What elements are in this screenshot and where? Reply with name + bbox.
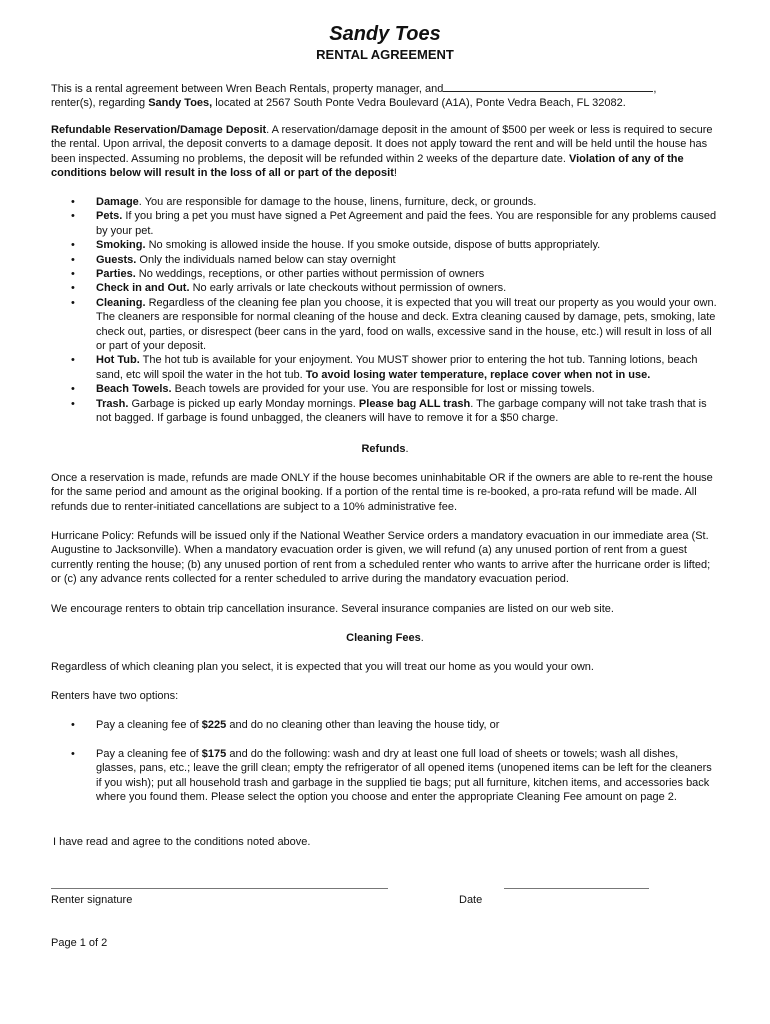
intro-text: This is a rental agreement between Wren Beach Rentals, property manager, and <box>51 83 444 95</box>
bullet-icon: • <box>71 354 75 367</box>
bullet-icon: • <box>71 282 75 295</box>
cleaning-intro-paragraph: Regardless of which cleaning plan you select, it is expected that you will treat our home as you would your own. <box>51 661 594 673</box>
cleaning-options-list <box>51 718 719 732</box>
date-line[interactable] <box>504 888 649 889</box>
deposit-paragraph: Refundable Reservation/Damage Deposit. A reservation/damage deposit in the amount of $500 per week or less is required to secure the rental. Upon arrival, the deposit converts to a damage deposit. It does not apply toward the rent and will be held until the house has been inspected. Assuming no problems, the deposit will be refunded within 2 weeks of the departure date. Violation of any of the conditions below will result in the loss of all or part of the deposit! <box>51 124 713 180</box>
renter-signature-label: Renter signature <box>51 894 133 906</box>
refunds-paragraph: Once a reservation is made, refunds are made ONLY if the house becomes uninhabitable OR if the owners are able to re-rent the house for the same period and amount as the original booking. If a portion of the rental time is re-booked, a pro-rata refund will be made. All refunds due to renter-initiated cancellations are subject to a 10% administrative fee. <box>51 472 713 513</box>
insurance-paragraph: We encourage renters to obtain trip cancellation insurance. Several insurance companies are listed on our web site. <box>51 603 614 615</box>
bullet-icon: • <box>71 210 75 223</box>
list-item: • Cleaning. Regardless of the cleaning fee plan you choose, it is expected that you will treat our property as you would your own. The cleaners are responsible for normal cleaning of the house and deck. Extra cleaning caused by damage, pets, smoking, late check out, parties, or disrespect (beer cans in the yard, food on walls, excessive sand in the house, etc.) will result in loss of all or part of your deposit. <box>71 296 717 353</box>
list-item: • Check in and Out. No early arrivals or late checkouts without permission of owners. <box>71 282 507 295</box>
bullet-icon: • <box>71 268 75 281</box>
property-name: Sandy Toes, <box>148 97 213 110</box>
bullet-icon: • <box>71 719 75 731</box>
cleaning-fees-heading: Cleaning Fees. <box>346 632 424 644</box>
manager-name-blank[interactable] <box>443 80 653 92</box>
list-item: • Parties. No weddings, receptions, or other parties without permission of owners <box>71 268 485 281</box>
agreement-statement: I have read and agree to the conditions noted above. <box>53 836 311 848</box>
hurricane-policy-paragraph: Hurricane Policy: Refunds will be issued only if the National Weather Service orders a mandatory evacuation in our immediate area (St. Augustine to Jacksonville). When a mandatory evacuation order is given, we will refund (a) any unused portion of rent from a guest currently renting the house; (b) any unused portion of rent from a scheduled renter who wants to arrive after the hurricane order is lifted; or (c) any advance rents collected for a renter scheduled to arrive during the mandatory evacuation period. <box>51 530 711 586</box>
document-title: Sandy Toes <box>329 23 441 45</box>
bullet-icon: • <box>71 397 75 410</box>
cleaning-option-1: • Pay a cleaning fee of $225 and do no cleaning other than leaving the house tidy, or <box>71 719 500 731</box>
cleaning-option-2: • Pay a cleaning fee of $175 and do the following: wash and dry at least one full load of sheets or towels; wash all dishes, glasses, pans, etc.; leave the grill clean; empty the refrigerator of all opened items (unopened items can be left for the cleaners if you wish); put all household trash and garbage in the supplied tie bags; put all furniture, kitchen items, and accessories back where you found them. Please select the option you choose and enter the appropriate Cleaning Fee amount on page 2. <box>71 748 712 804</box>
list-item: • Trash. Garbage is picked up early Monday mornings. Please bag ALL trash. The garbage company will not take trash that is not bagged. If garbage is found unbagged, the cleaners will have to remove it for a $50 charge. <box>71 397 707 425</box>
list-item: • Pets. If you bring a pet you must have signed a Pet Agreement and paid the fees. You are responsible for any problems caused by your pet. <box>71 210 717 237</box>
refunds-heading: Refunds. <box>361 443 409 455</box>
list-item: • Beach Towels. Beach towels are provided for your use. You are responsible for lost or missing towels. <box>71 383 595 396</box>
deposit-heading: Refundable Reservation/Damage Deposit <box>51 124 267 136</box>
cleaning-options-list-2 <box>51 747 719 805</box>
bullet-icon: • <box>71 196 75 208</box>
page-number: Page 1 of 2 <box>51 937 108 949</box>
renter-signature-line[interactable] <box>51 888 388 889</box>
list-item: • Guests. Only the individuals named below can stay overnight <box>71 253 396 266</box>
list-item: • Hot Tub. The hot tub is available for your enjoyment. You MUST shower prior to entering the hot tub. Tanning lotions, beach sand, etc will spoil the water in the hot tub. To avoid losing water temperature, replace cover when not in use. <box>71 354 698 381</box>
list-item: • Damage. You are responsible for damage to the house, linens, furniture, deck, or grounds. <box>71 196 537 208</box>
bullet-icon: • <box>71 253 75 266</box>
bullet-icon: • <box>71 748 75 760</box>
list-item: • Smoking. No smoking is allowed inside the house. If you smoke outside, dispose of butts appropriately. <box>71 239 601 252</box>
date-label: Date <box>459 894 483 906</box>
document-subtitle: RENTAL AGREEMENT <box>316 47 454 62</box>
conditions-list <box>51 195 719 426</box>
bullet-icon: • <box>71 296 75 309</box>
intro-paragraph: This is a rental agreement between Wren Beach Rentals, property manager, and , renter(s), regarding Sandy Toes, located at 2567 South Ponte Vedra Boulevard (A1A), Ponte Vedra Beach, FL 32082. <box>51 80 719 111</box>
deposit-warning: Violation of any of the conditions below will result in the loss of all or part of the deposit <box>51 152 684 180</box>
options-intro: Renters have two options: <box>51 690 179 702</box>
bullet-icon: • <box>71 383 75 396</box>
bullet-icon: • <box>71 239 75 252</box>
